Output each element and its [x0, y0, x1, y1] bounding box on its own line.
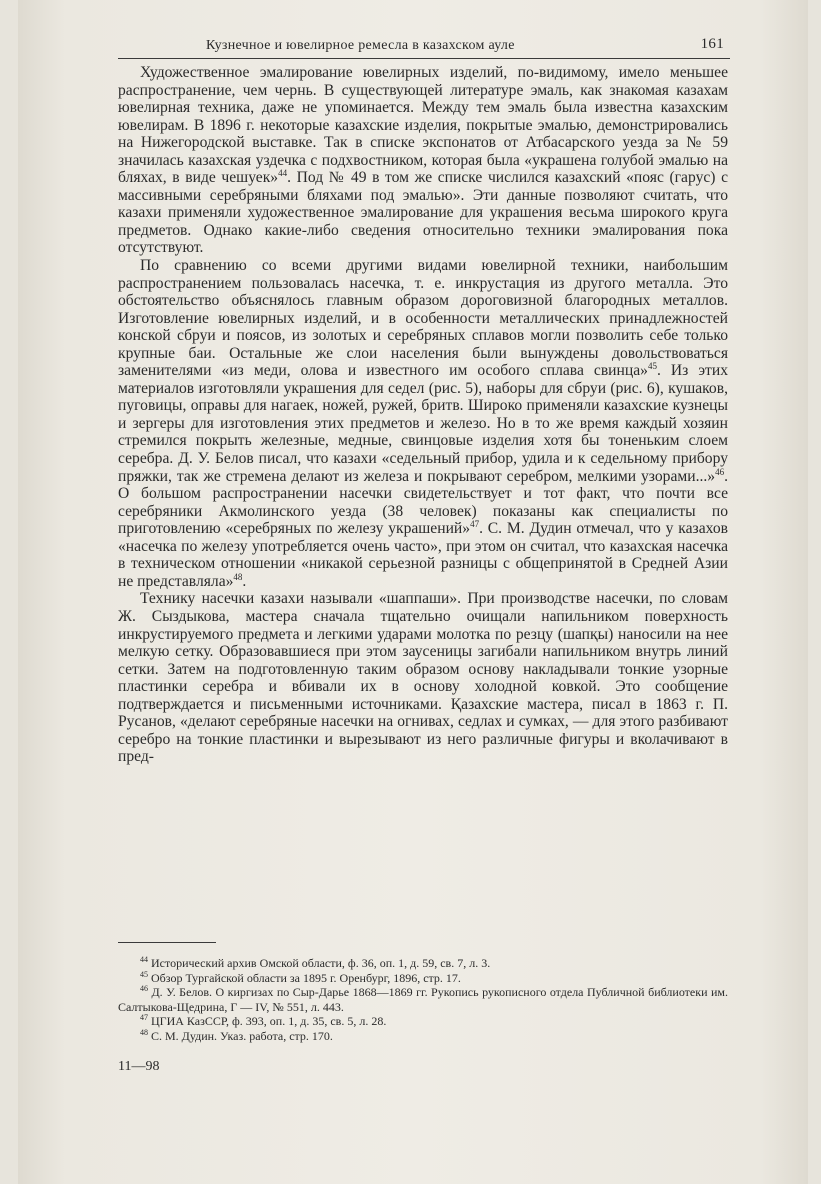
printer-signature: 11—98 — [118, 1059, 160, 1074]
text-run: Художественное эмалирование ювелирных изделий, по-видимому, имело меньшее распространение, чем чернь. В существующей литературе эмаль, как знакомая казахам ювелирная техника, даже не упоминается. Между тем эмаль была известна казахским ювелирам. В 1896 г. некоторые казахские изделия, покрытые эмалью, демонстрировались на Нижегородской выставке. Так в списке экспонатов от Атбасарского уезда за № 59 значилась казахская уздечка с подхвостником, которая была «украшена голубой эмалью на бляхах, в виде чешуек» — [118, 64, 728, 187]
text-run: . Из этих материалов изготовляли украшения для седел (рис. 5), наборы для сбруи (рис. 6), кушаков, пуговицы, оправы для нагаек, ножей, ружей, бритв. Широко применяли казахские кузнецы и зергеры для изготовления этих предметов и железо. Но в то же время каждый хозяин стремился покрыть железные, медные, свинцовые изделия хотя бы тоненьким слоем серебра. Д. У. Белов писал, что казахи «седельный прибор, удила и к седельному прибору пряжки, так же стремена делают из железа и покрывают серебром, мелкими узорами...» — [118, 362, 728, 485]
footnote-text: Исторический архив Омской области, ф. 36, оп. 1, д. 59, св. 7, л. 3. — [151, 956, 491, 970]
footnote-text: ЦГИА КазССР, ф. 393, оп. 1, д. 35, св. 5, л. 28. — [151, 1014, 387, 1028]
page-number: 161 — [700, 36, 724, 52]
footnote-number: 45 — [140, 969, 148, 979]
footnote — [118, 985, 728, 1014]
footnote-ref: 45 — [647, 361, 657, 372]
text-run: . Под № 49 в том же списке числился казахский «пояс (гарус) с массивными серебряными бляхами под эмалью». Эти данные позволяют считать, что казахи применяли художественное эмалирование для украшения весьма широкого круга предметов. Однако какие-либо сведения относительно техники эмалирования пока отсутствуют. — [118, 169, 728, 257]
paragraph — [118, 257, 728, 590]
text-run: . — [242, 572, 247, 590]
text-run: По сравнению со всеми другими видами ювелирной техники, наибольшим распространением пользовалась насечка, т. е. инкрустация из другого металла. Это обстоятельство объяснялось главным образом дороговизной благородных металлов. Изготовление ювелирных изделий, и в особенности металлических принадлежностей конской сбруи и поясов, из золотых и серебряных сплавов могли позволить себе только крупные баи. Остальные же слои населения были вынуждены довольствоваться заменителями «из меди, олова и известного им особого сплава свинца» — [118, 257, 728, 380]
footnotes — [118, 956, 728, 1043]
footnote — [118, 956, 728, 971]
footnote-ref: 48 — [233, 571, 243, 582]
paragraph — [118, 590, 728, 765]
running-title: Кузнечное и ювелирное ремесла в казахском ауле — [206, 38, 515, 53]
footnote-text: Д. У. Белов. О киргизах по Сыр-Дарье 1868—1869 гг. Рукопись рукописного отдела Публичной библиотеки им. Салтыкова-Щедрина, Г — IV, № 551, л. 443. — [118, 985, 728, 1014]
footnote-text: С. М. Дудин. Указ. работа, стр. 170. — [151, 1028, 333, 1043]
footnote-number: 46 — [140, 984, 148, 993]
book-page — [18, 0, 808, 1184]
footnote-number: 48 — [140, 1027, 148, 1037]
text-run: . О большом распространении насечки свидетельствует и тот факт, что почти все серебряники Акмолинского уезда (38 человек) показаны как специалисты по приготовлению «серебряных по железу украшений» — [118, 467, 728, 538]
body-text — [118, 64, 728, 766]
text-run: Технику насечки казахи называли «шаппаши». При производстве насечки, по словам Ж. Сыздыкова, мастера сначала тщательно очищали напильником поверхность инкрустируемого предмета и легкими ударами молотка по резцу (шапқы) наносили на нее мелкую сетку. Образовавшиеся при этом заусеницы загибали напильником внутрь линий сетки. Затем на подготовленную таким образом основу накладывали тонкие узорные пластинки серебра и вбивали их в основу холодной ковкой. Это сообщение подтверждается и письменными источниками. Қазахские мастера, писал в 1863 г. П. Русанов, «делают серебряные насечки на огнивах, седлах и сумках, — для этого разбивают серебро на тонкие пластинки и вырезывают из него различные фигуры и вколачивают в пред- — [118, 590, 728, 766]
footnote-text: Обзор Тургайской области за 1895 г. Оренбург, 1896, стр. 17. — [151, 970, 461, 985]
footnote — [118, 1029, 728, 1044]
footnote — [118, 1014, 728, 1029]
footnote-ref: 44 — [278, 168, 288, 179]
footnote-number: 44 — [140, 955, 148, 964]
footnote-ref: 47 — [470, 519, 480, 530]
text-run: . С. М. Дудин отмечал, что у казахов «насечка по железу употребляется очень часто», при этом он считал, что казахская насечка в техническом отношении «никакой серьезной разницы с общепринятой в Средней Азии не представляла» — [118, 520, 728, 590]
footnote-number: 47 — [140, 1013, 148, 1022]
footnote — [118, 971, 728, 986]
running-header — [118, 34, 730, 59]
paragraph — [118, 64, 728, 257]
footnote-ref: 46 — [715, 466, 725, 477]
footnote-separator — [118, 942, 216, 943]
